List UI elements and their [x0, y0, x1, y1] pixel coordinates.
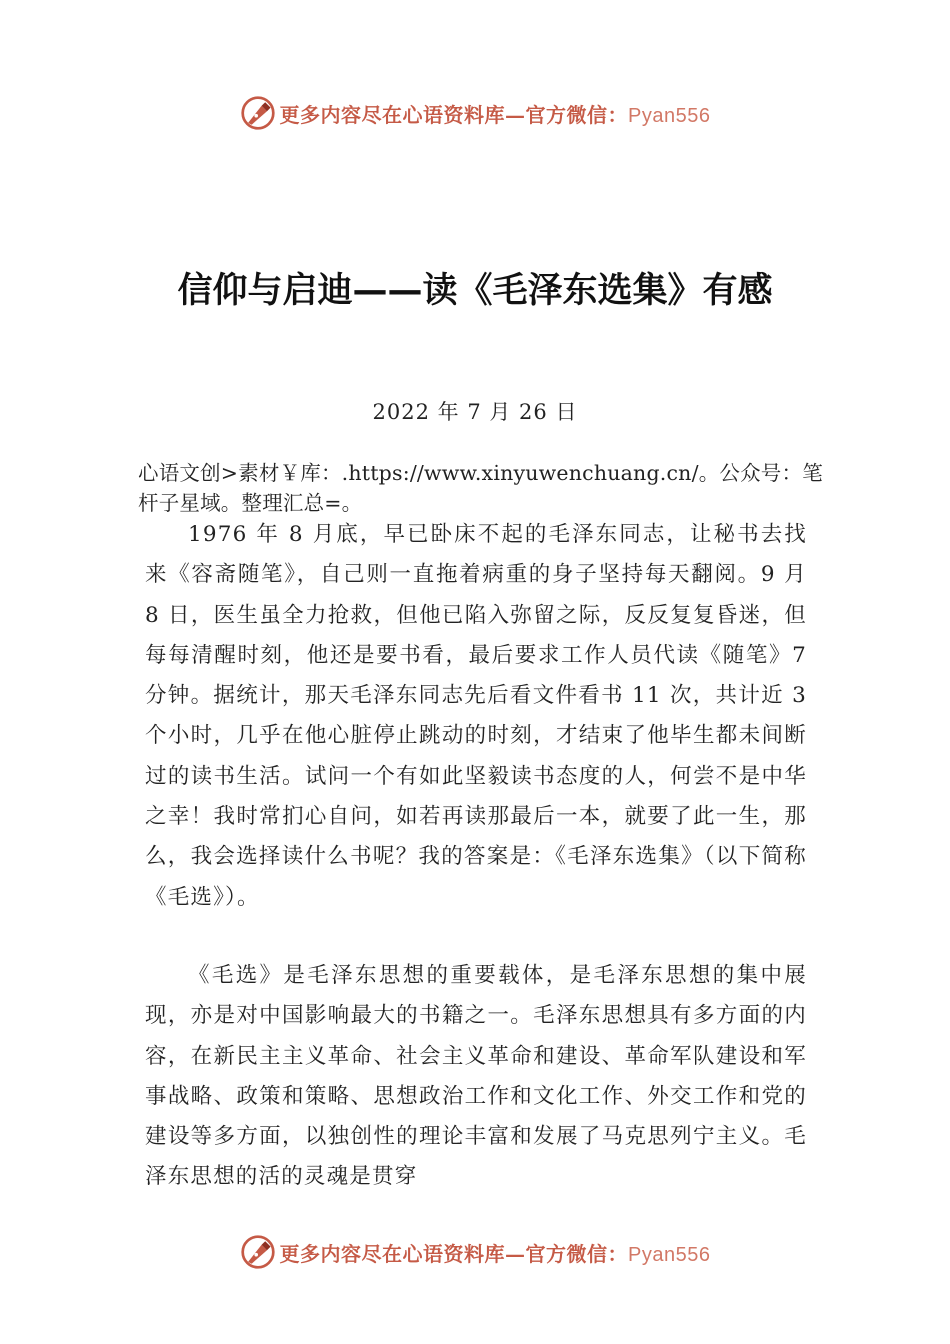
- document-title: 信仰与启迪——读《毛泽东选集》有感: [177, 271, 773, 311]
- header-banner-text: 更多内容尽在心语资料库—官方微信：Pyan556: [279, 102, 711, 127]
- footer-banner-text: 更多内容尽在心语资料库—官方微信：Pyan556: [279, 1241, 711, 1266]
- header-banner: [0, 93, 950, 133]
- pen-nib-logo-icon: [240, 95, 276, 131]
- wechat-id: Pyan556: [628, 104, 711, 127]
- paragraph-2: 《毛选》是毛泽东思想的重要载体，是毛泽东思想的集中展现，亦是对中国影响最大的书籍之一。毛泽东思想具有多方面的内容，在新民主主义革命、社会主义革命和建设、革命军队建设和军事战略、政策和策略、思想政治工作和文化工作、外交工作和党的建设等多方面，以独创性的理论丰富和发展了马克思列宁主义。毛泽东思想的活的灵魂是贯穿: [145, 963, 807, 1190]
- document-date: 2022 年 7 月 26 日: [372, 400, 578, 424]
- source-line: 心语文创>素材￥库：.https://www.xinyuwenchuang.cn/。公众号：笔杆子星域。整理汇总=。: [138, 461, 823, 515]
- wechat-id: Pyan556: [628, 1243, 711, 1266]
- pen-nib-logo-icon: [240, 1234, 276, 1270]
- footer-banner: [0, 1232, 950, 1272]
- paragraph-1: 1976 年 8 月底，早已卧床不起的毛泽东同志，让秘书去找来《容斋随笔》，自己则一直拖着病重的身子坚持每天翻阅。9 月 8 日，医生虽全力抢救，但他已陷入弥留之际，反反复复昏迷，但每每清醒时刻，他还是要书看，最后要求工作人员代读《随笔》7 分钟。据统计，那天毛泽东同志先后看文件看书 11 次，共计近 3 个小时，几乎在他心脏停止跳动的时刻，才结束了他毕生都未间断过的读书生活。试问一个有如此坚毅读书态度的人，何尝不是中华之幸！我时常扪心自问，如若再读那最后一本，就要了此一生，那么，我会选择读什么书呢？我的答案是：《毛泽东选集》（以下简称《毛选》）。: [145, 522, 807, 910]
